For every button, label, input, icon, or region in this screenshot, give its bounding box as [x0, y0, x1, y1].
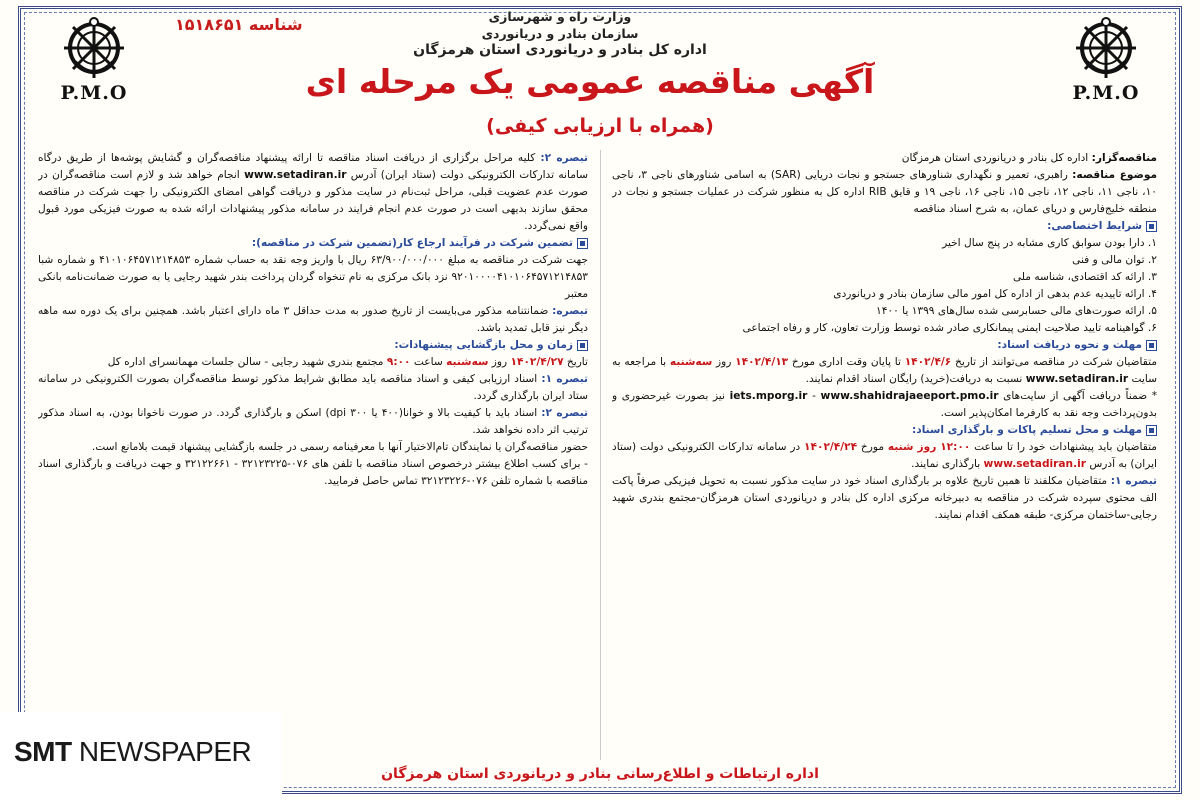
condition-item: ۴. ارائه تاییدیه عدم بدهی از اداره کل امور مالی سازمان بنادر و دریانوردی	[833, 288, 1157, 300]
guarantee-heading: تضمین شرکت در فرآیند ارجاع کار(تضمین شرکت در مناقصه):	[38, 235, 588, 252]
right-column	[612, 150, 1157, 762]
pmo-logo-left	[34, 14, 154, 109]
document-deadline-text: متقاضیان شرکت در مناقصه می‌توانند از تاریخ ۱۴۰۲/۴/۶ تا پایان وقت اداری مورخ ۱۴۰۲/۴/۱۳ روز سه‌شنبه با مراجعه به سایت www.setadiran.ir نسبت به دریافت(خرید) رایگان اسناد اقدام نمایند.	[612, 356, 1157, 385]
checkbox-bullet-icon	[1146, 425, 1157, 436]
tender-organizer: مناقصه‌گزار: اداره کل بنادر و دریانوردی استان هرمزگان	[901, 152, 1157, 164]
opening-text: تاریخ ۱۴۰۲/۴/۲۷ روز سه‌شنبه ساعت ۹:۰۰ مجتمع بندری شهید رجایی - سالن جلسات مهمانسرای اداره کل	[107, 356, 588, 368]
opening-note-2: تبصره ۲: اسناد باید با کیفیت بالا و خوانا(۴۰۰ یا ۳۰۰ dpi) اسکن و بارگذاری گردد. در صورت ناخوانا بودن، به اسناد مذکور ترتیب اثر داده نخواهد شد.	[38, 407, 588, 436]
condition-item: ۵. ارائه صورت‌های مالی حسابرسی شده سال‌های ۱۳۹۹ یا ۱۴۰۰	[876, 305, 1157, 317]
anchor-wheel-icon	[1065, 14, 1147, 84]
iets-link[interactable]: iets.mporg.ir	[729, 390, 808, 402]
attendance-text: حضور مناقصه‌گران یا نمایندگان تام‌الاختیار آنها با معرفینامه رسمی در جلسه بازگشایی پیشنهاد قیمت بلامانع است.	[91, 441, 588, 453]
tender-subject: موضوع مناقصه: راهبری، تعمیر و نگهداری شناورهای جستجو و نجات دریایی (SAR) به اسامی شناورهای ناجی ۳، ناجی ۱۰، ناجی ۱۱، ناجی ۱۲، ناجی ۱۵، ناجی ۱۶، ناجی ۱۹ و قایق RIB اداره کل به منظور شرکت در عملیات جستجو و نجات در منطقه خلیج‌فارس و دریای عمان، به شرح اسناد مناقصه	[612, 169, 1157, 215]
shahidrajaee-link[interactable]: www.shahidrajaeeport.pmo.ir	[820, 390, 999, 402]
ad-footer: اداره ارتباطات و اطلاع‌رسانی بنادر و دریانوردی استان هرمزگان	[381, 766, 819, 782]
checkbox-bullet-icon	[1146, 340, 1157, 351]
ministry-header	[380, 8, 740, 59]
anchor-wheel-icon	[53, 14, 135, 84]
setadiran-link[interactable]: www.setadiran.ir	[244, 169, 347, 181]
submission-text: متقاضیان باید پیشنهادات خود را تا ساعت ۱۲:۰۰ روز شنبه مورخ ۱۴۰۲/۴/۲۴ در سامانه تدارکات الکترونیکی دولت (ستاد ایران) به آدرس www.setadiran.ir بارگذاری نمایند.	[612, 441, 1157, 470]
smt-newspaper-watermark: SMT NEWSPAPER	[14, 736, 252, 767]
setadiran-link[interactable]: www.setadiran.ir	[1025, 373, 1129, 385]
ad-subtitle: (همراه با ارزیابی کیفی)	[486, 115, 714, 137]
department-line: اداره کل بنادر و دریانوردی استان هرمزگان	[413, 42, 707, 58]
pmo-logo-text: P.M.O	[60, 82, 128, 104]
condition-item: ۳. ارائه کد اقتصادی، شناسه ملی	[1012, 271, 1157, 283]
submission-heading: مهلت و محل تسلیم پاکات و بارگذاری اسناد:	[612, 422, 1157, 439]
opening-note-1: تبصره ۱: اسناد ارزیابی کیفی و اسناد مناقصه باید مطابق شرایط مذکور توسط مناقصه‌گران بصورت الکترونیکی در سامانه ستاد ایران بارگذاری گردد.	[38, 373, 588, 402]
checkbox-bullet-icon	[577, 340, 588, 351]
left-column	[38, 150, 588, 762]
document-deadline-heading: مهلت و نحوه دریافت اسناد:	[612, 337, 1157, 354]
note-1: تبصره ۱: متقاضیان مکلفند تا همین تاریخ علاوه بر بارگذاری اسناد خود در سایت مذکور نسبت به تحویل فیزیکی صرفاً پاکت الف محتوی سپرده شرکت در مناقصه به دبیرخانه مرکزی اداره کل بنادر و دریانوردی استان هرمزگان-مجتمع بندری شهید رجایی-ساختمان مرکزی- طبقه همکف اقدام نمایند.	[612, 475, 1157, 521]
ad-title: آگهی مناقصه عمومی یک مرحله ای	[305, 62, 875, 101]
ministry-line: وزارت راه و شهرسازی	[488, 9, 632, 24]
opening-heading: زمان و محل بازگشایی پیشنهادات:	[38, 337, 588, 354]
checkbox-bullet-icon	[577, 238, 588, 249]
contact-text: - برای کسب اطلاع بیشتر درخصوص اسناد مناقصه با تلفن های ۰۷۶-۳۲۱۲۳۲۲۵ - ۳۲۱۲۲۶۶۱ و جهت دریافت و بارگذاری اسناد مناقصه با شماره تلفن ۰۷۶-۳۲۱۲۳۲۲۶ تماس حاصل فرمایید.	[38, 458, 588, 487]
guarantee-note: تبصره: ضمانتنامه مذکور می‌بایست از تاریخ صدور به مدت حداقل ۳ ماه دارای اعتبار باشد. همچنین برای یک دوره سه ماهه دیگر نیز قابل تمدید باشد.	[38, 305, 588, 334]
ad-serial-number: شناسه ۱۵۱۸۶۵۱	[175, 15, 303, 34]
checkbox-bullet-icon	[1146, 221, 1157, 232]
note-2: تبصره ۲: کلیه مراحل برگزاری از دریافت اسناد مناقصه تا ارائه پیشنهاد مناقصه‌گران و گشایش پوشه‌ها از طریق درگاه سامانه تدارکات الکترونیکی دولت (ستاد ایران) آدرس www.setadiran.ir انجام خواهد شد و لازم است مناقصه‌گران در صورت عدم عضویت قبلی، مراحل ثبت‌نام در سایت مذکور و دریافت گواهی امضای الکترونیکی را جهت شرکت در مناقصه محقق سازند بدیهی است در صورت عدم انجام فرایند در سامانه مذکور پیشنهادات ارائه شده به صورت فیزیکی مورد قبول واقع نمی‌گردد.	[38, 152, 588, 232]
guarantee-text: جهت شرکت در مناقصه به مبلغ ۶۳/۹۰۰/۰۰۰/۰۰۰ ریال با واریز وجه نقد به حساب شماره ۴۱۰۱۰۶۴۵۷۱۲۱۴۸۵۳ و شماره شبا ۹۲۰۱۰۰۰۰۴۱۰۱۰۶۴۵۷۱۲۱۴۸۵۳ نزد بانک مرکزی به نام تنخواه گردان پرداخت بندر شهید رجایی یا به صورت ضمانت‌نامه بانکی معتبر	[38, 254, 588, 300]
setadiran-link[interactable]: www.setadiran.ir	[983, 458, 1086, 470]
special-conditions-heading: شرایط اختصاصی:	[612, 218, 1157, 235]
column-divider	[600, 150, 601, 760]
pmo-logo-text: P.M.O	[1072, 82, 1140, 104]
ad-sites-text: * ضمناً دریافت آگهی از سایت‌های iets.mporg.ir - www.shahidrajaeeport.pmo.ir نیز بصورت غیرحضوری و بدون‌پرداخت وجه نقد به کارفرما امکان‌پذیر است.	[612, 390, 1157, 419]
pmo-logo-right	[1046, 14, 1166, 109]
organization-line: سازمان بنادر و دریانوردی	[481, 26, 639, 41]
condition-item: ۱. دارا بودن سوابق کاری مشابه در پنج سال اخیر	[942, 237, 1157, 249]
condition-item: ۶. گواهینامه تایید صلاحیت ایمنی پیمانکاری صادر شده توسط وزارت تعاون، کار و رفاه اجتماعی	[742, 322, 1157, 334]
condition-item: ۲. توان مالی و فنی	[1072, 254, 1157, 266]
